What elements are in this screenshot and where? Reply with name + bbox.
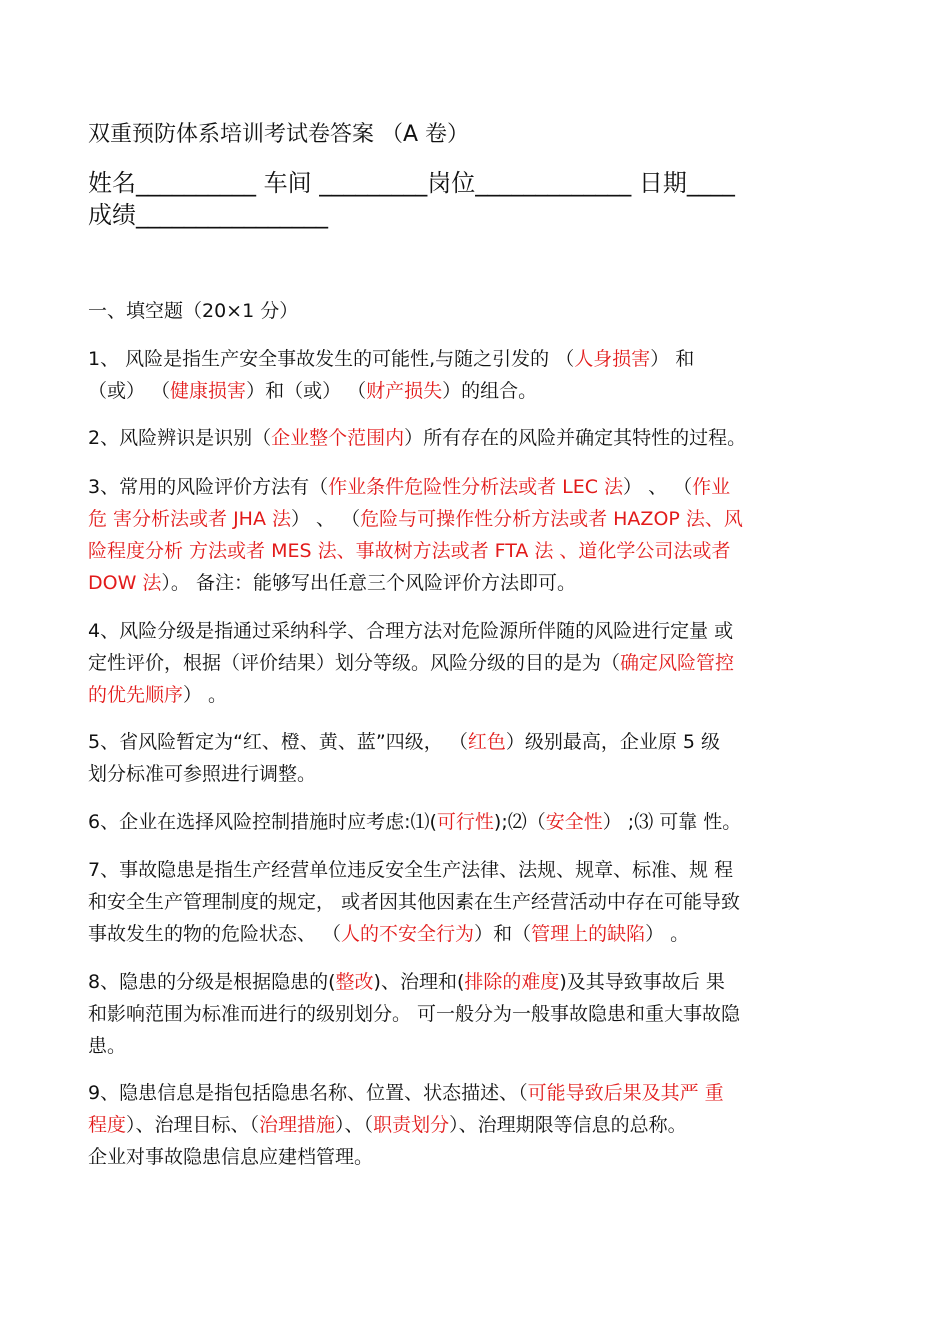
answer-text: 职责划分 [373, 1114, 450, 1136]
answer-text: 健康损害 [170, 380, 247, 402]
info-line-score: 成绩________________ [88, 201, 328, 229]
answer-text: 安全性 [545, 811, 603, 833]
answer-text: 管理上的缺陷 [531, 923, 646, 945]
answer-text: 企业整个范围内 [271, 427, 405, 449]
answer-text: 整改 [335, 971, 374, 993]
answer-text: 确定风险管控 [620, 652, 735, 674]
answer-text: 可行性 [436, 811, 494, 833]
question-5: 5、省风险暂定为“红、橙、黄、蓝”四级， （红色）级别最高，企业原 5 级 划分标准可参照进行调整。 [88, 731, 721, 785]
answer-text: 作业条件危险性分析法或者 LEC 法 [328, 476, 624, 498]
answer-text: 程度 [88, 1114, 127, 1136]
answer-text: 危险与可操作性分析方法或者 HAZOP 法、风 [360, 508, 743, 530]
answer-text: 的优先顺序 [88, 684, 184, 706]
answer-text: 治理措施 [259, 1114, 336, 1136]
answer-text: 作业 [692, 476, 731, 498]
answer-text: 可能导致后果及其严 重 [527, 1082, 724, 1104]
question-7: 7、事故隐患是指生产经营单位违反安全生产法律、法规、规章、标准、规 程 和安全生产管理制度的规定， 或者因其他因素在生产经营活动中存在可能导致 事故发生的物的危险状态、 （人的不安全行为）和（管理上的缺陷） 。 [88, 859, 741, 945]
answer-text: 人身损害 [574, 348, 651, 370]
answer-text: DOW 法 [88, 572, 162, 594]
answer-text: 险程度分析 方法或者 MES 法、事故树方法或者 FTA 法 、道化学公司法或者 [88, 540, 731, 562]
answer-text: 排除的难度 [464, 971, 560, 993]
question-4: 4、风险分级是指通过采纳科学、合理方法对危险源所伴随的风险进行定量 或 定性评价，根据（评价结果）划分等级。风险分级的目的是为（确定风险管控 的优先顺序） 。 [88, 620, 735, 706]
question-1: 1、 风险是指生产安全事故发生的可能性,与随之引发的 （人身损害） 和 （或） （健康损害）和（或） （财产损失）的组合。 [88, 348, 695, 402]
question-3: 3、常用的风险评价方法有（作业条件危险性分析法或者 LEC 法） 、 （作业 危 害分析法或者 JHA 法） 、 （危险与可操作性分析方法或者 HAZOP 法、风 险程度分析 方法或者 MES 法、事故树方法或者 FTA 法 、道化学公司法或者 DOW 法）。 备注：能够写出任意三个风险评价方法即可。 [88, 476, 743, 594]
answer-text: 财产损失 [366, 380, 443, 402]
question-9: 9、隐患信息是指包括隐患名称、位置、状态描述、（可能导致后果及其严 重 程度）、治理目标、（治理措施）、（职责划分）、治理期限等信息的总称。 企业对事故隐患信息应建档管理。 [88, 1082, 724, 1168]
question-2: 2、风险辨识是识别（企业整个范围内）所有存在的风险并确定其特性的过程。 [88, 427, 747, 449]
info-line-name-workshop-post-date: 姓名__________ 车间 _________岗位_____________ 日期____ [88, 169, 735, 197]
section-heading-fill-in: 一、填空题（20×1 分） [88, 300, 299, 322]
answer-text: 人的不安全行为 [341, 923, 475, 945]
question-8: 8、隐患的分级是根据隐患的(整改)、治理和(排除的难度)及其导致事故后 果 和影响范围为标准而进行的级别划分。 可一般分为一般事故隐患和重大事故隐 患。 [88, 971, 741, 1057]
page-title: 双重预防体系培训考试卷答案 （A 卷） [88, 122, 470, 147]
answer-text: 红色 [467, 731, 506, 753]
question-6: 6、企业在选择风险控制措施时应考虑:⑴(可行性);⑵（安全性） ;⑶ 可靠 性。 [88, 811, 742, 833]
answer-text: 危 害分析法或者 JHA 法 [88, 508, 292, 530]
